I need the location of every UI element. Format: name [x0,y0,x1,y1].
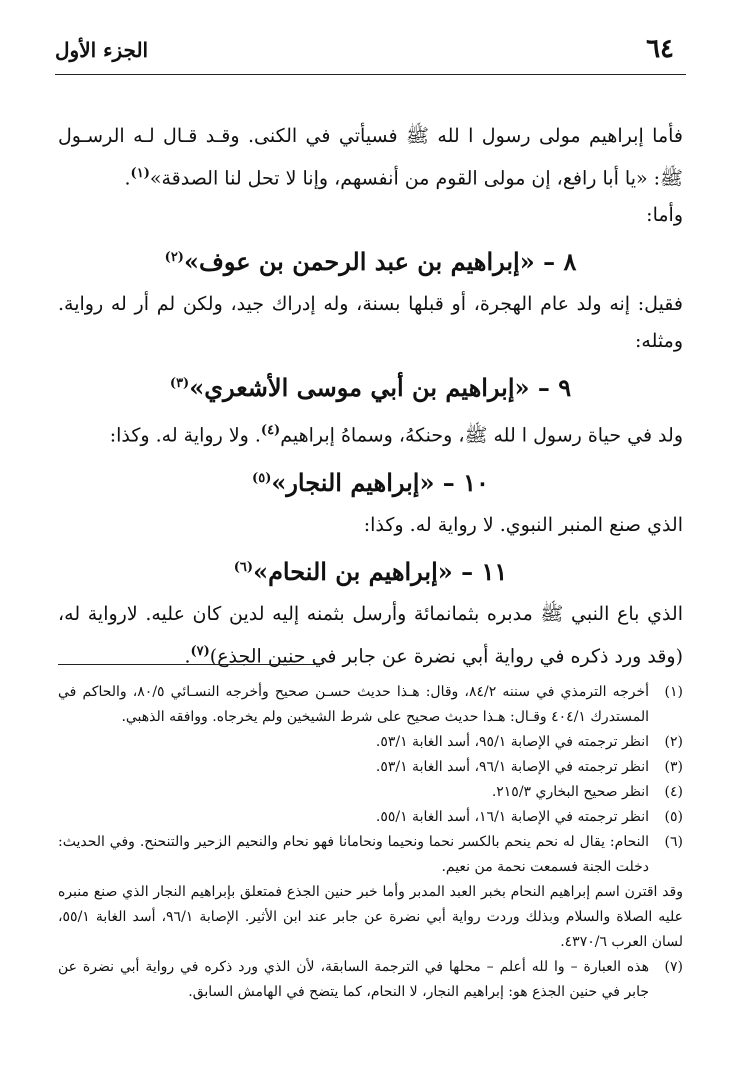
part-title: الجزء الأول [55,38,149,62]
footnote-number: (٦) [664,834,683,850]
paragraph: الذي صنع المنبر النبوي. لا رواية له. وكذا: [363,513,683,536]
page-header [55,34,686,75]
footnote-text: انظر ترجمته في الإصابة ٩٥/١، أسد الغابة ٥٣/١. [375,734,649,750]
footnote-number: (٢) [664,734,683,750]
footnote-number: (١) [664,684,683,700]
paragraph: فأما إبراهيم مولى رسول ا لله ﷺ فسيأتي في الكنى. وقـد قـال لـه الرسـول ﷺ: «يا أبا رافع، إن مولى القوم من أنفسهم، وإنا لا تحل لنا الصدقة»$^{(١)}$. [58,125,683,190]
footnote-ref: (١) [130,166,150,181]
paragraph-text: ولد في حياة رسول ا لله ﷺ، وحنكهُ، وسماهُ إبراهيم [280,424,683,447]
paragraph [58,412,683,454]
footnote-text: انظر ترجمته في الإصابة ٩٦/١، أسد الغابة ٥٣/١. [375,759,649,775]
footnote [58,805,683,830]
heading-text: ٨ – «إبراهيم بن عبد الرحمن بن عوف» [183,247,577,277]
footnote [58,755,683,780]
footnote-text: أخرجه الترمذي في سننه ٨٤/٢، وقال: هـذا حديث حسـن صحيح وأخرجه النسـائي ٨٠/٥، والحاكم في المستدرك ٤٠٤/١ وقـال: هـذا حديث صحيح على شرط الشيخين ولم يخرجاه. ووافقه الذهبي. [58,684,649,725]
footnote-number: (٥) [664,809,683,825]
heading-text: ١٠ – «إبراهيم النجار» [271,467,489,497]
footnote [58,830,683,880]
paragraph-text: الذي باع النبي ﷺ مدبره بثمانمائة وأرسل بثمنه إليه لدين كان عليه. لارواية له، (وقد ورد ذكره في رواية أبي نضرة عن جابر في حنين الجذع) [58,602,683,667]
paragraph: الذي باع النبي ﷺ مدبره بثمانمائة وأرسل بثمنه إليه لدين كان عليه. لارواية له، (وقد ورد ذكره في رواية أبي نضرة عن جابر في حنين الجذع)$^{(٧)}$. [58,602,683,667]
entry-heading [58,362,683,410]
footnote-ref: (٤) [260,423,281,439]
entry-heading [58,236,683,284]
paragraph: وأما: [646,204,683,227]
footnote-number: (٧) [664,959,683,975]
heading-text: ١١ – «إبراهيم بن النحام» [253,556,508,586]
paragraph-text: فأما إبراهيم مولى رسول ا لله ﷺ فسيأتي في الكنى. وقـد قـال لـه الرسـول ﷺ: «يا أبا رافع، إن مولى القوم من أنفسهم، وإنا لا تحل لنا الصدقة» [58,125,683,190]
footnote-text: وقد اقترن اسم إبراهيم النحام بخبر العبد المدبر وأما خبر حنين الجذع فمتعلق بإبراهيم النجار الذي صنع منبره عليه الصلاة والسلام وبذلك وردت رواية أبي نضرة عن جابر عند ابن الأثير. الإصابة ٩٦/١، أسد الغابة ٥٥/١، لسان العرب ٤٣٧٠/٦. [58,884,684,950]
footnote-text: انظر ترجمته في الإصابة ١٦/١، أسد الغابة ٥٥/١. [375,809,649,825]
entry-heading [58,546,683,594]
footnote [58,680,683,730]
footnote-ref: (٦) [233,559,254,575]
footnotes [58,680,683,1005]
footnote-text: النحام: يقال له نحم ينحم بالكسر نحما ونحيما ونحامانا فهو نحام والنحيم الزحير والتنحنح. وفي الحديث: دخلت الجنة فسمعت نحمة من نعيم. [58,834,649,875]
paragraph: فقيل: إنه ولد عام الهجرة، أو قبلها بسنة، وله إدراك جيد، ولكن لم أر له رواية. ومثله: [58,293,683,353]
heading-text: ٩ – «إبراهيم بن أبي موسى الأشعري» [189,373,572,403]
footnote-text: هذه العبارة – وا لله أعلم – محلها في الترجمة السابقة، لأن الذي ورد ذكره في رواية أبي نضرة عن جابر في حنين الجذع هو: إبراهيم النجار، لا النحام، كما يتضح في الهامش السابق. [58,959,649,1000]
footnote [58,780,683,805]
entry-heading [58,457,683,505]
footnote [58,955,683,1005]
footnote-ref: (٧) [190,643,210,659]
page-number: ٦٤ [646,34,674,64]
footnote-ref: (٢) [164,250,184,266]
footnote [58,730,683,755]
footnote-continuation [58,880,683,955]
footnote-number: (٣) [664,759,683,775]
footnote-text: انظر صحيح البخاري ٢١٥/٣. [491,784,649,800]
footnote-divider [58,664,318,665]
footnote-number: (٤) [664,784,683,800]
footnote-ref: (٥) [252,470,272,486]
footnote-ref: (٣) [169,376,190,392]
main-text [58,118,683,675]
paragraph-text: . ولا رواية له. وكذا: [109,424,261,447]
